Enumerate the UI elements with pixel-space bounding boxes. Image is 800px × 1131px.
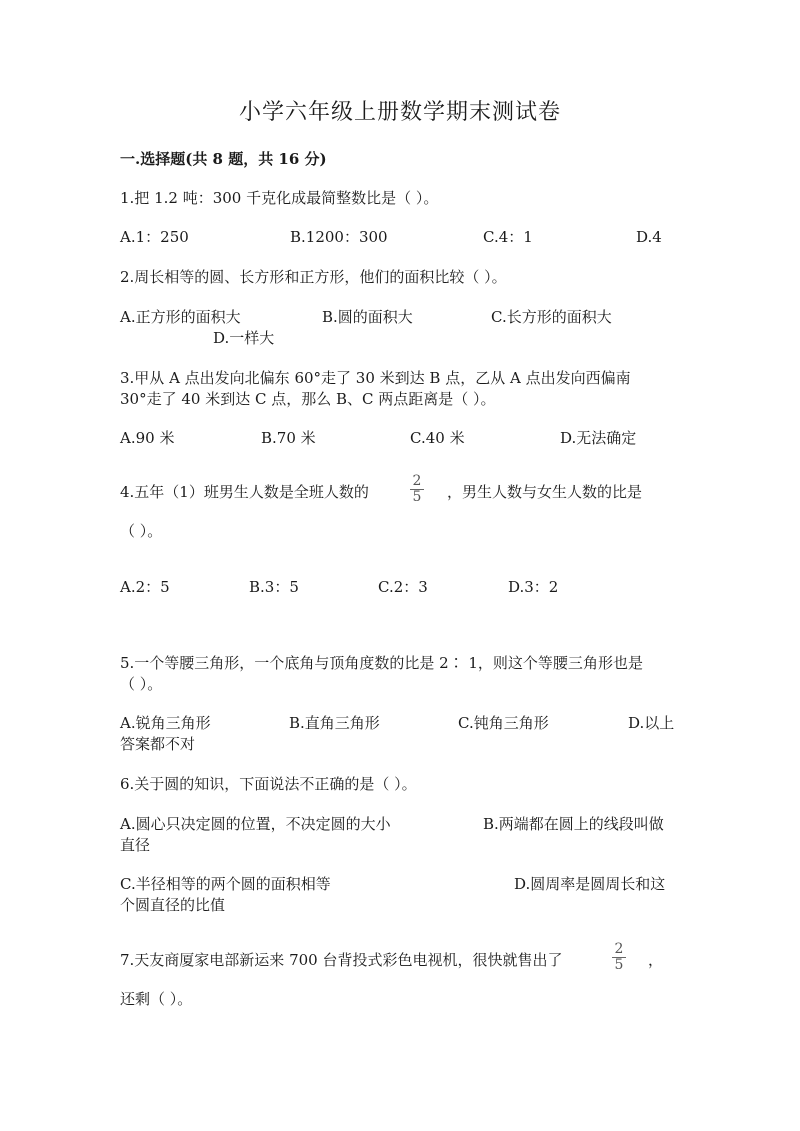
q5-option-d-line2: 答案都不对 [120, 735, 196, 753]
q1-option-b: B.1200：300 [290, 228, 388, 246]
q5-option-c: C.钝角三角形 [458, 714, 549, 732]
q6-option-d-line2: 个圆直径的比值 [120, 896, 226, 914]
q6-option-c: C.半径相等的两个圆的面积相等 [120, 875, 331, 893]
q6-option-b-line2: 直径 [120, 836, 151, 854]
question-7-stem-part2: ， [648, 951, 664, 969]
q1-option-d: D.4 [636, 228, 662, 246]
question-5-stem-line2: （ ）。 [120, 675, 163, 693]
q4-fraction-denominator: 5 [412, 489, 422, 505]
q2-option-a: A.正方形的面积大 [120, 308, 241, 326]
q3-option-d: D.无法确定 [560, 429, 637, 447]
question-7-stem-line2: 还剩（ ）。 [120, 990, 193, 1008]
q7-fraction-numerator: 2 [614, 941, 624, 957]
q1-option-a: A.1：250 [120, 228, 189, 246]
q7-fraction [610, 942, 628, 973]
q4-option-d: D.3：2 [508, 578, 559, 596]
q3-option-b: B.70 米 [261, 429, 316, 447]
q3-option-a: A.90 米 [120, 429, 175, 447]
question-3-stem-line2: 30°走了 40 米到达 C 点，那么 B、C 两点距离是（ ）。 [120, 390, 496, 408]
question-5-stem-line1: 5.一个等腰三角形，一个底角与顶角度数的比是 2∶ 1，则这个等腰三角形也是 [120, 654, 643, 672]
question-4-stem-part1: 4.五年（1）班男生人数是全班人数的 [120, 483, 369, 501]
question-3-stem-line1: 3.甲从 A 点出发向北偏东 60°走了 30 米到达 B 点，乙从 A 点出发向西偏南 [120, 369, 631, 387]
q5-option-d-line1: D.以上 [628, 714, 675, 732]
q6-option-a: A.圆心只决定圆的位置，不决定圆的大小 [120, 815, 391, 833]
q5-option-a: A.锐角三角形 [120, 714, 211, 732]
q5-option-b: B.直角三角形 [289, 714, 380, 732]
q4-option-c: C.2：3 [378, 578, 428, 596]
q7-fraction-denominator: 5 [614, 957, 624, 973]
q3-option-c: C.40 米 [410, 429, 465, 447]
q6-option-d-line1: D.圆周率是圆周长和这 [514, 875, 666, 893]
question-7-stem-part1: 7.天友商厦家电部新运来 700 台背投式彩色电视机，很快就售出了 [120, 951, 563, 969]
q2-option-c: C.长方形的面积大 [491, 308, 612, 326]
q4-option-b: B.3：5 [249, 578, 299, 596]
q2-option-d: D.一样大 [213, 329, 275, 347]
section-heading: 一.选择题(共 8 题，共 16 分) [120, 150, 327, 168]
q2-option-b: B.圆的面积大 [322, 308, 413, 326]
q1-option-c: C.4：1 [483, 228, 533, 246]
q4-option-a: A.2：5 [120, 578, 170, 596]
q4-fraction [408, 474, 426, 505]
question-4-stem-part2: ，男生人数与女生人数的比是 [447, 483, 643, 501]
question-4-stem-line2: （ ）。 [120, 522, 163, 540]
question-6-stem: 6.关于圆的知识，下面说法不正确的是（ ）。 [120, 775, 417, 793]
page-title: 小学六年级上册数学期末测试卷 [238, 100, 561, 125]
q4-fraction-numerator: 2 [412, 473, 422, 489]
q6-option-b-line1: B.两端都在圆上的线段叫做 [483, 815, 664, 833]
question-2-stem: 2.周长相等的圆、长方形和正方形，他们的面积比较（ ）。 [120, 268, 507, 286]
question-1-stem: 1.把 1.2 吨：300 千克化成最简整数比是（ ）。 [120, 189, 439, 207]
